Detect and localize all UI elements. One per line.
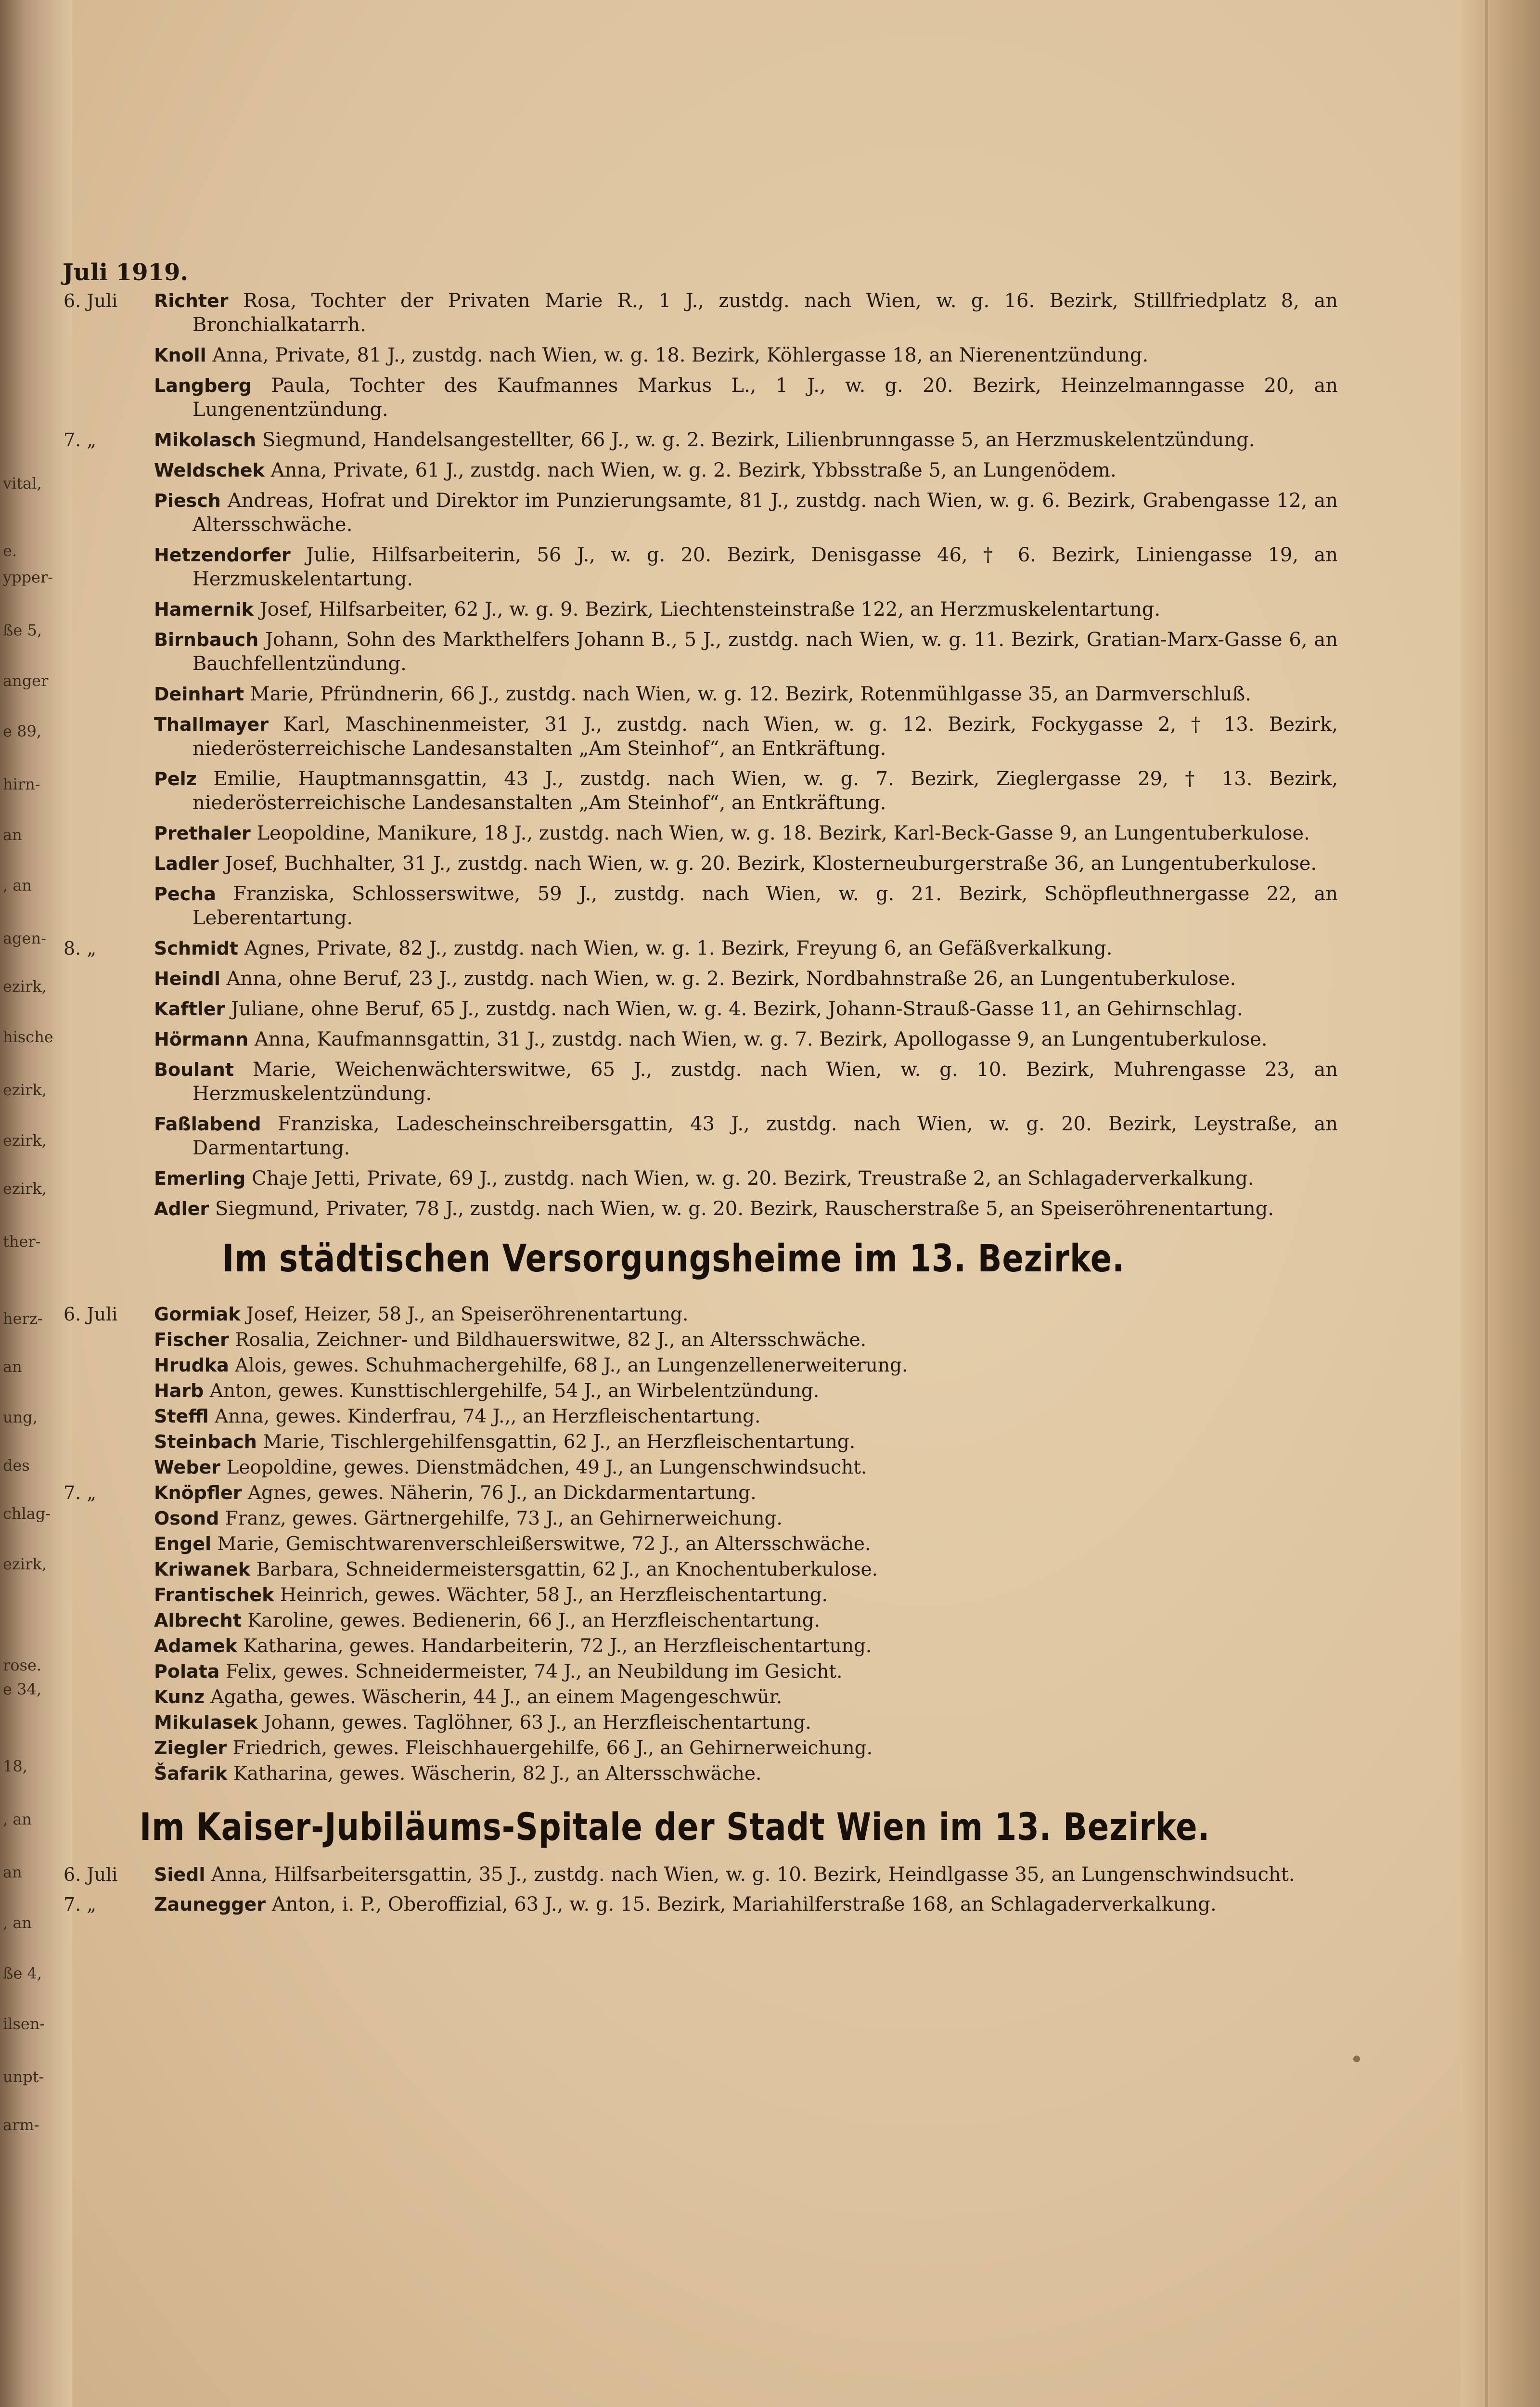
main-content [64, 289, 1338, 1922]
entry-date: 7. „ [64, 429, 97, 451]
entry-date [64, 458, 154, 482]
death-entry [64, 1863, 1299, 1887]
entry-surname: Siedl [154, 1864, 205, 1885]
entry-details: Friedrich, gewes. Fleischhauergehilfe, 66 J., an Gehirnerweichung. [232, 1737, 873, 1759]
entry-text [154, 1058, 1338, 1106]
margin-fragment: agen- [3, 929, 46, 947]
page-header: Juli 1919. [63, 259, 189, 286]
entry-date: 6. Juli [64, 1304, 118, 1325]
entry-date [64, 1455, 154, 1480]
entry-date [64, 1327, 154, 1353]
entry-surname: Gormiak [154, 1304, 241, 1325]
margin-fragment: an [3, 1358, 22, 1376]
entry-surname: Steffl [154, 1406, 209, 1427]
entry-text [154, 1378, 1174, 1404]
death-entry [64, 712, 1338, 761]
entry-details: Karl, Maschinenmeister, 31 J., zustdg. nach Wien, w. g. 12. Bezirk, Fockygasse 2, † 13. Bezirk, niederösterreichische Landesanstalten „Am Steinhof“, an Entkräftung. [192, 713, 1338, 760]
entry-surname: Deinhart [154, 684, 244, 705]
entry-date [64, 1633, 154, 1659]
death-entry [64, 1506, 1299, 1531]
entry-details: Anna, Hilfsarbeitersgattin, 35 J., zustdg. nach Wien, w. g. 10. Bezirk, Heindlgasse 35, an Lungenschwindsucht. [211, 1863, 1295, 1886]
death-entry [64, 428, 1299, 452]
entry-date: 7. „ [64, 1894, 97, 1915]
entry-date [64, 852, 154, 876]
death-entry [64, 1531, 1299, 1557]
entry-date: 7. „ [64, 1482, 97, 1503]
entry-text [154, 852, 1338, 876]
entry-text [154, 1480, 1174, 1506]
entry-date [64, 597, 154, 621]
entry-text [154, 1353, 1174, 1378]
death-entry [64, 1659, 1299, 1684]
margin-fragment: rose. [3, 1656, 42, 1674]
margin-fragment: ße 4, [3, 1964, 42, 1982]
entry-text [154, 1684, 1174, 1710]
entry-text [154, 1633, 1174, 1659]
death-entry [64, 458, 1299, 482]
entry-date [64, 374, 154, 422]
entry-date [64, 1166, 154, 1191]
entry-details: Josef, Hilfsarbeiter, 62 J., w. g. 9. Bezirk, Liechtensteinstraße 122, an Herzmuskelentartung. [259, 598, 1161, 621]
entry-text [154, 289, 1338, 337]
entry-date [64, 1659, 154, 1684]
death-entry [64, 1353, 1299, 1378]
entry-surname: Polata [154, 1661, 220, 1682]
death-entry [64, 1582, 1299, 1608]
death-entry [64, 1027, 1299, 1051]
entry-details: Katharina, gewes. Wäscherin, 82 J., an Altersschwäche. [233, 1763, 762, 1785]
margin-fragment: arm- [3, 2116, 39, 2134]
death-entry [64, 1455, 1299, 1480]
entry-surname: Kaftler [154, 998, 225, 1020]
death-entry [64, 1429, 1299, 1455]
death-entry [64, 1892, 1299, 1916]
entry-details: Agnes, Private, 82 J., zustdg. nach Wien, w. g. 1. Bezirk, Freyung 6, an Gefäßverkalkung. [244, 937, 1113, 959]
entry-date: 6. Juli [64, 1864, 118, 1885]
entry-text [154, 1531, 1174, 1557]
entry-date [64, 1531, 154, 1557]
entry-date [64, 997, 154, 1021]
margin-fragment: ezirk, [3, 977, 47, 996]
entry-date [64, 1197, 154, 1221]
entry-surname: Boulant [154, 1059, 234, 1080]
entry-details: Rosalia, Zeichner- und Bildhauerswitwe, 82 J., an Altersschwäche. [235, 1329, 867, 1351]
death-entry [64, 997, 1299, 1021]
entry-surname: Knöpfler [154, 1482, 242, 1503]
entry-surname: Fischer [154, 1329, 229, 1350]
death-entry [64, 543, 1338, 591]
entry-surname: Hetzendorfer [154, 544, 291, 566]
death-entry [64, 1480, 1299, 1506]
entry-date [64, 1735, 154, 1761]
margin-fragment: e. [3, 542, 17, 560]
entry-surname: Mikolasch [154, 429, 257, 451]
margin-fragment: unpt- [3, 2068, 44, 2086]
entry-details: Juliane, ohne Beruf, 65 J., zustdg. nach Wien, w. g. 4. Bezirk, Johann-Strauß-Gasse 11, an Gehirnschlag. [231, 998, 1243, 1020]
margin-fragment: ilsen- [3, 2015, 45, 2033]
death-entry [64, 289, 1338, 337]
entry-text [154, 489, 1338, 537]
margin-fragment: herz- [3, 1309, 43, 1328]
entry-details: Anna, Kaufmannsgattin, 31 J., zustdg. nach Wien, w. g. 7. Bezirk, Apollogasse 9, an Lungentuberkulose. [254, 1028, 1268, 1050]
entry-surname: Pelz [154, 768, 197, 789]
entry-date [64, 1378, 154, 1404]
entry-details: Julie, Hilfsarbeiterin, 56 J., w. g. 20. Bezirk, Denisgasse 46, † 6. Bezirk, Liniengasse 19, an Herzmuskelentartung. [192, 544, 1338, 590]
entry-text [154, 1608, 1174, 1633]
entry-details: Leopoldine, gewes. Dienstmädchen, 49 J., an Lungenschwindsucht. [226, 1457, 867, 1478]
entry-details: Agnes, gewes. Näherin, 76 J., an Dickdarmentartung. [247, 1482, 757, 1504]
entry-surname: Weldschek [154, 460, 265, 481]
entry-details: Franziska, Schlosserswitwe, 59 J., zustdg. nach Wien, w. g. 21. Bezirk, Schöpfleuthnergasse 22, an Leberentartung. [192, 883, 1338, 929]
entry-details: Josef, Buchhalter, 31 J., zustdg. nach Wien, w. g. 20. Bezirk, Klosterneuburgerstraße 36, an Lungentuberkulose. [225, 853, 1317, 875]
margin-fragment: 18, [3, 1757, 27, 1775]
death-entry [64, 1633, 1299, 1659]
margin-fragment: des [3, 1456, 30, 1475]
entry-date: 6. Juli [64, 290, 118, 311]
death-entry [64, 1710, 1299, 1735]
entry-text [154, 1557, 1174, 1582]
entry-surname: Frantischek [154, 1584, 274, 1605]
death-entry [64, 1197, 1299, 1221]
entry-details: Josef, Heizer, 58 J., an Speiseröhrenentartung. [246, 1304, 689, 1325]
section-spital [64, 1863, 1299, 1916]
entry-text [154, 1404, 1174, 1429]
entry-surname: Schmidt [154, 938, 238, 959]
entry-details: Marie, Tischlergehilfensgattin, 62 J., an Herzfleischentartung. [263, 1431, 856, 1453]
entry-date [64, 628, 154, 676]
entry-surname: Engel [154, 1533, 212, 1554]
death-entry [64, 1112, 1338, 1160]
page-edge [1461, 0, 1540, 2407]
margin-fragment: ther- [3, 1232, 41, 1251]
margin-fragment: ezirk, [3, 1131, 47, 1150]
section-heading-spital: Im Kaiser-Jubiläums-Spitale der Stadt Wien im 13. Bezirke. [140, 1806, 1210, 1849]
entry-surname: Knoll [154, 345, 206, 366]
left-margin-fragments [0, 0, 72, 2407]
entry-date [64, 1027, 154, 1051]
entry-details: Anna, Private, 81 J., zustdg. nach Wien, w. g. 18. Bezirk, Köhlergasse 18, an Nierenentzündung. [212, 344, 1149, 366]
entry-surname: Adler [154, 1198, 209, 1219]
death-entry [64, 936, 1299, 960]
entry-details: Alois, gewes. Schuhmachergehilfe, 68 J., an Lungenzellenerweiterung. [235, 1355, 908, 1376]
margin-fragment: ypper- [3, 568, 53, 586]
entry-details: Felix, gewes. Schneidermeister, 74 J., an Neubildung im Gesicht. [225, 1661, 843, 1682]
entry-text [154, 682, 1338, 706]
death-entry [64, 767, 1338, 815]
death-entry [64, 489, 1338, 537]
entry-details: Katharina, gewes. Handarbeiterin, 72 J., an Herzfleischentartung. [243, 1635, 872, 1657]
death-entry [64, 1378, 1299, 1404]
entry-surname: Piesch [154, 490, 221, 511]
entry-date [64, 1761, 154, 1786]
entry-details: Anna, Private, 61 J., zustdg. nach Wien, w. g. 2. Bezirk, Ybbsstraße 5, an Lungenödem. [270, 459, 1116, 481]
entry-date: 8. „ [64, 938, 97, 959]
entry-details: Johann, Sohn des Markthelfers Johann B., 5 J., zustdg. nach Wien, w. g. 11. Bezirk, Gratian-Marx-Gasse 6, an Bauchfellentzündung. [192, 629, 1338, 675]
entry-text [154, 1302, 1174, 1327]
entry-text [154, 1455, 1174, 1480]
entry-surname: Kriwanek [154, 1559, 251, 1580]
death-entry [64, 1608, 1299, 1633]
entry-surname: Richter [154, 290, 229, 311]
entry-text [154, 967, 1338, 991]
entry-surname: Kunz [154, 1686, 205, 1708]
entry-text [154, 882, 1338, 930]
page-edge-line [1485, 0, 1488, 2407]
section-heading-versorgungsheim: Im städtischen Versorgungsheime im 13. Bezirke. [222, 1237, 1125, 1281]
entry-details: Marie, Gemischtwarenverschleißerswitwe, 72 J., an Altersschwäche. [217, 1533, 871, 1555]
entry-date [64, 967, 154, 991]
entry-text [154, 997, 1338, 1021]
entry-surname: Adamek [154, 1635, 237, 1656]
entry-text [154, 1582, 1174, 1608]
death-entry [64, 343, 1299, 367]
entry-text [154, 628, 1338, 676]
entry-date [64, 882, 154, 930]
entry-surname: Thallmayer [154, 714, 269, 735]
death-entry [64, 1327, 1299, 1353]
entry-text [154, 1710, 1174, 1735]
entry-surname: Faßlabend [154, 1113, 261, 1135]
entry-date [64, 1506, 154, 1531]
margin-fragment: chlag- [3, 1504, 51, 1523]
death-entry [64, 882, 1338, 930]
entry-date [64, 1112, 154, 1160]
entry-details: Franz, gewes. Gärtnergehilfe, 73 J., an Gehirnerweichung. [225, 1508, 783, 1529]
entry-surname: Hamernik [154, 599, 254, 620]
entry-text [154, 1735, 1174, 1761]
margin-fragment: ung, [3, 1408, 38, 1426]
entry-date [64, 767, 154, 815]
entry-details: Agatha, gewes. Wäscherin, 44 J., an einem Magengeschwür. [210, 1686, 783, 1708]
death-entry [64, 682, 1299, 706]
death-entry [64, 1735, 1299, 1761]
margin-fragment: ße 5, [3, 621, 42, 639]
entry-details: Emilie, Hauptmannsgattin, 43 J., zustdg. nach Wien, w. g. 7. Bezirk, Zieglergasse 29, † 13. Bezirk, niederösterreichische Landesanstalten „Am Steinhof“, an Entkräftung. [192, 768, 1338, 814]
death-entry [64, 821, 1310, 845]
entry-details: Siegmund, Handelsangestellter, 66 J., w. g. 2. Bezirk, Lilienbrunngasse 5, an Herzmuskelentzündung. [262, 429, 1255, 451]
entry-details: Barbara, Schneidermeistersgattin, 62 J., an Knochentuberkulose. [256, 1559, 878, 1580]
margin-fragment: hirn- [3, 775, 40, 793]
entry-text [154, 1197, 1338, 1221]
margin-fragment: anger [3, 672, 49, 690]
entry-text [154, 1166, 1338, 1191]
entry-surname: Harb [154, 1380, 204, 1401]
entry-details: Heinrich, gewes. Wächter, 58 J., an Herzfleischentartung. [280, 1584, 828, 1606]
entry-date [64, 1557, 154, 1582]
entry-details: Johann, gewes. Taglöhner, 63 J., an Herzfleischentartung. [263, 1712, 811, 1734]
entry-details: Siegmund, Privater, 78 J., zustdg. nach Wien, w. g. 20. Bezirk, Rauscherstraße 5, an Speiseröhrenentartung. [215, 1198, 1274, 1220]
entry-text [154, 712, 1338, 761]
entry-details: Leopoldine, Manikure, 18 J., zustdg. nach Wien, w. g. 18. Bezirk, Karl-Beck-Gasse 9, an Lungentuberkulose. [257, 822, 1310, 844]
entry-surname: Ziegler [154, 1737, 227, 1759]
entry-text [154, 1892, 1338, 1916]
margin-fragment: ezirk, [3, 1179, 47, 1198]
margin-fragment: hische [3, 1028, 53, 1046]
death-entry [64, 967, 1299, 991]
entry-text [154, 1761, 1174, 1786]
entry-text [154, 543, 1338, 591]
entry-details: Anton, gewes. Kunsttischlergehilfe, 54 J., an Wirbelentzündung. [209, 1380, 820, 1402]
entry-text [154, 1112, 1338, 1160]
death-entry [64, 374, 1338, 422]
entry-text [154, 1863, 1338, 1887]
entry-text [154, 1659, 1174, 1684]
margin-fragment: , an [3, 1810, 32, 1828]
entry-surname: Mikulasek [154, 1712, 258, 1733]
entry-date [64, 1404, 154, 1429]
entry-text [154, 1027, 1338, 1051]
entry-date [64, 821, 154, 845]
margin-fragment: , an [3, 1914, 32, 1932]
entry-surname: Albrecht [154, 1610, 242, 1631]
entry-details: Andreas, Hofrat und Direktor im Punzierungsamte, 81 J., zustdg. nach Wien, w. g. 6. Bezirk, Grabengasse 12, an Altersschwäche. [192, 490, 1338, 536]
margin-fragment: an [3, 826, 22, 844]
death-entry [64, 1404, 1299, 1429]
entry-date [64, 1684, 154, 1710]
margin-fragment: ezirk, [3, 1081, 47, 1099]
entry-surname: Prethaler [154, 823, 251, 844]
entry-surname: Ladler [154, 853, 219, 874]
entry-surname: Pecha [154, 883, 216, 905]
section-versorgungsheim [64, 1302, 1299, 1786]
death-entry [64, 1557, 1299, 1582]
section-deaths-list [64, 289, 1338, 1221]
margin-fragment: e 34, [3, 1680, 41, 1698]
entry-date [64, 682, 154, 706]
entry-surname: Steinbach [154, 1431, 257, 1452]
entry-details: Anton, i. P., Oberoffizial, 63 J., w. g. 15. Bezirk, Mariahilferstraße 168, an Schlagaderverkalkung. [271, 1893, 1217, 1915]
entry-details: Franziska, Ladescheinschreibersgattin, 43 J., zustdg. nach Wien, w. g. 20. Bezirk, Leystraße, an Darmentartung. [192, 1113, 1338, 1159]
entry-surname: Langberg [154, 375, 252, 396]
death-entry [64, 1761, 1299, 1786]
entry-text [154, 1327, 1174, 1353]
entry-surname: Heindl [154, 968, 220, 989]
death-entry [64, 1058, 1338, 1106]
entry-date [64, 1429, 154, 1455]
entry-date [64, 543, 154, 591]
entry-surname: Šafarik [154, 1763, 228, 1784]
entry-text [154, 343, 1338, 367]
entry-surname: Emerling [154, 1168, 246, 1189]
entry-text [154, 821, 1338, 845]
entry-details: Marie, Weichenwächterswitwe, 65 J., zustdg. nach Wien, w. g. 10. Bezirk, Muhrengasse 23, an Herzmuskelentzündung. [192, 1059, 1338, 1105]
paper-spot [1353, 2056, 1360, 2062]
death-entry [64, 597, 1299, 621]
entry-text [154, 597, 1338, 621]
entry-date [64, 1608, 154, 1633]
entry-surname: Hrudka [154, 1355, 229, 1376]
entry-text [154, 458, 1338, 482]
margin-fragment: an [3, 1863, 22, 1881]
entry-details: Chaje Jetti, Private, 69 J., zustdg. nach Wien, w. g. 20. Bezirk, Treustraße 2, an Schlagaderverkalkung. [252, 1167, 1254, 1190]
death-entry [64, 852, 1317, 876]
entry-surname: Zaunegger [154, 1894, 266, 1915]
margin-fragment: , an [3, 876, 32, 894]
entry-text [154, 1429, 1174, 1455]
entry-text [154, 374, 1338, 422]
entry-date [64, 1058, 154, 1106]
entry-surname: Birnbauch [154, 629, 259, 650]
death-entry [64, 1166, 1299, 1191]
entry-details: Karoline, gewes. Bedienerin, 66 J., an Herzfleischentartung. [247, 1610, 821, 1631]
entry-details: Paula, Tochter des Kaufmannes Markus L., 1 J., w. g. 20. Bezirk, Heinzelmanngasse 20, an Lungenentzündung. [192, 375, 1338, 421]
entry-date [64, 1582, 154, 1608]
entry-text [154, 1506, 1174, 1531]
entry-details: Rosa, Tochter der Privaten Marie R., 1 J., zustdg. nach Wien, w. g. 16. Bezirk, Stillfriedplatz 8, an Bronchialkatarrh. [192, 290, 1338, 336]
entry-date [64, 1710, 154, 1735]
entry-text [154, 428, 1338, 452]
entry-date [64, 712, 154, 761]
entry-surname: Hörmann [154, 1029, 248, 1050]
entry-text [154, 767, 1338, 815]
entry-details: Anna, gewes. Kinderfrau, 74 J.,, an Herzfleischentartung. [215, 1406, 761, 1427]
entry-surname: Osond [154, 1508, 219, 1529]
margin-fragment: vital, [3, 474, 42, 492]
margin-fragment: e 89, [3, 722, 41, 740]
entry-details: Marie, Pfründnerin, 66 J., zustdg. nach Wien, w. g. 12. Bezirk, Rotenmühlgasse 35, an Darmverschluß. [250, 683, 1251, 705]
death-entry [64, 1684, 1299, 1710]
entry-date [64, 489, 154, 537]
entry-date [64, 343, 154, 367]
entry-details: Anna, ohne Beruf, 23 J., zustdg. nach Wien, w. g. 2. Bezirk, Nordbahnstraße 26, an Lungentuberkulose. [226, 968, 1236, 990]
margin-fragment: ezirk, [3, 1555, 47, 1573]
entry-surname: Weber [154, 1457, 221, 1478]
entry-text [154, 936, 1338, 960]
death-entry [64, 1302, 1299, 1327]
death-entry [64, 628, 1338, 676]
entry-date [64, 1353, 154, 1378]
